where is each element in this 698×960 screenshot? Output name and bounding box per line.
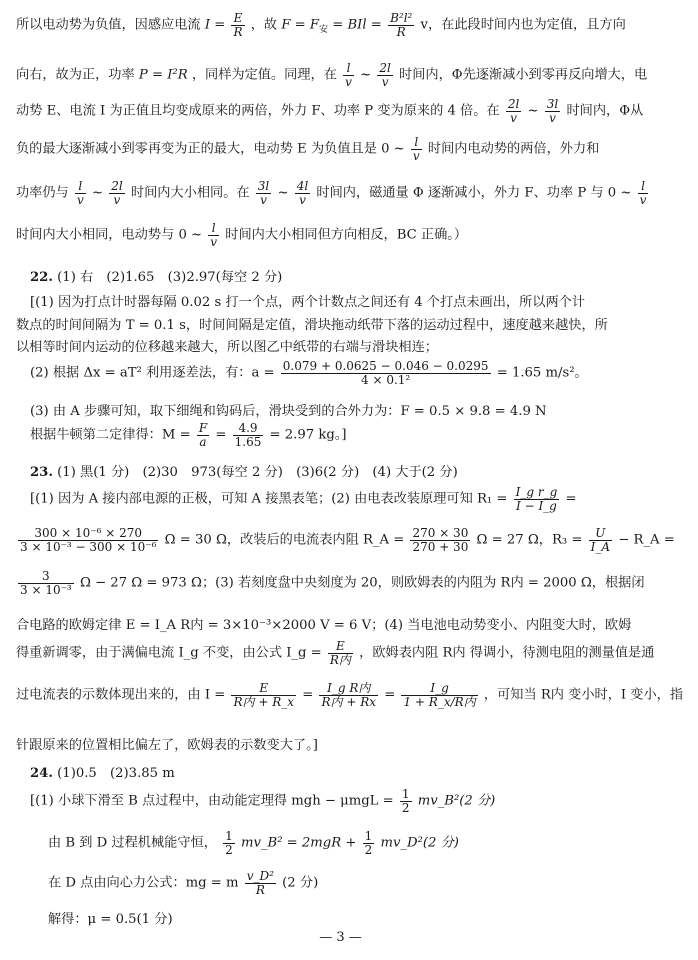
fraction: $\frac{\text{v\_D²}}{R}$ [246, 869, 274, 897]
fraction: $\frac{\text{I\_g r\_g}}{I - I\_g}$ [515, 485, 558, 513]
fraction: $\frac{4.9}{1.65}$ [234, 421, 262, 449]
fraction: $\frac{\text{I\_g R内}}{\text{R内 + Rx}}$ [321, 681, 377, 709]
fraction: $\frac{I\_g}{\text{1 + R\_x/R内}}$ [403, 681, 476, 709]
q23-explain-7: 针跟原来的位置相比偏左了，欧姆表的示数变大了。] [16, 738, 318, 753]
fraction: $\frac{3}{\text{3 × 10⁻³}}$ [20, 569, 72, 597]
page-number: — 3 — [319, 930, 362, 945]
q24-explain-4: 解得：μ = 0.5(1 分) [48, 912, 173, 927]
q23-explain-5: 得重新调零，由于满偏电流 I_g 不变，由公式 I_g = $\frac{E}{\text{R内}}$ ，欧姆表内阻 R内 得调小，待测电阻的测量值是通 [16, 639, 655, 667]
para-line-2: 向右，故为正，功率 P = I²R ，同样为定值。同理，在 $\frac{l}{v}$ ~ $\frac{2l}{v}$ 时间内，Φ先逐渐减小到零再反向增大，电 [16, 61, 648, 89]
q22-explain-3: 以相等时间内运动的位移越来越大，所以图乙中纸带的右端与滑块相连； [16, 340, 438, 355]
question-number: 23. [30, 465, 53, 480]
para-line-4: 负的最大逐渐减小到零再变为正的最大，电动势 E 为负值且是 0 ~ $\frac{l}{v}$ 时间内电动势的两倍，外力和 [16, 135, 600, 163]
q22-explain-4: (2) 根据 Δx = aT² 利用逐差法，有：a = $\frac{0.079 + 0.0625 - 0.046 - 0.0295}{\text{4 × 0.1²}}$ = 1.65 m/s²。 [30, 359, 588, 387]
fraction: $\frac{1}{2}$ [401, 787, 410, 815]
q23-explain-2: $\frac{\text{300 × 10⁻⁶ × 270}}{\text{3 × 10⁻³ − 300 × 10⁻⁶}}$ Ω = 30 Ω，改装后的电流表内阻 R_A = $\frac{270 \times 30}{270 + 30}$ Ω = 27 Ω，R₃ = $\frac{U}{I\_A}$ − R_A = [20, 526, 675, 554]
fraction: $\frac{\text{B²l²}}{R}$ [390, 11, 413, 39]
fraction: $\frac{E}{\text{R内}}$ [329, 639, 351, 667]
fraction: $\frac{4l}{v}$ [296, 179, 309, 207]
fraction: $\frac{2l}{v}$ [111, 179, 123, 207]
fraction: $\frac{U}{I\_A}$ [590, 526, 611, 554]
para-line-3: 动势 E、电流 I 为正值且均变成原来的两倍，外力 F、功率 P 变为原来的 4 倍。在 $\frac{2l}{v}$ ~ $\frac{3l}{v}$ 时间内，Φ从 [16, 97, 644, 125]
question-number: 22. [30, 270, 53, 285]
para-line-6: 时间内大小相同，电动势与 0 ~ $\frac{l}{v}$ 时间内大小相同但方向相反，BC 正确。） [16, 221, 468, 249]
q22-explain-2: 数点的时间间隔为 T = 0.1 s，时间间隔是定值，滑块拖动纸带下落的运动过程中，速度越来越快，所 [16, 318, 608, 333]
q23-answer: 23. (1) 黑(1 分) (2)30 973(每空 2 分) (3)6(2 分) (4) 大于(2 分) [30, 465, 458, 480]
fraction: $\frac{l}{v}$ [210, 221, 218, 249]
q22-explain-6: 根据牛顿第二定律得：M = $\frac{F}{a}$ = $\frac{4.9}{1.65}$ = 2.97 kg。] [30, 421, 347, 449]
q24-answer: 24. (1)0.5 (2)3.85 m [30, 766, 175, 781]
fraction: $\frac{F}{a}$ [198, 421, 208, 449]
fraction: $\frac{2l}{v}$ [379, 61, 391, 89]
fraction: $\frac{E}{\text{R内 + R\_x}}$ [233, 681, 295, 709]
q24-explain-3: 在 D 点由向心力公式：mg = m $\frac{\text{v\_D²}}{R}$ (2 分) [48, 869, 319, 897]
q23-explain-1: [(1) 因为 A 接内部电源的正极，可知 A 接黑表笔；(2) 由电表改装原理可知 R₁ = $\frac{\text{I\_g r\_g}}{I - I\_g}$ = [30, 485, 577, 513]
q22-answer: 22. (1) 右 (2)1.65 (3)2.97(每空 2 分) [30, 270, 283, 285]
fraction: $\frac{1}{2}$ [364, 829, 373, 857]
fraction: $\frac{l}{v}$ [639, 179, 647, 207]
fraction: $\frac{l}{v}$ [76, 179, 84, 207]
question-number: 24. [30, 766, 53, 781]
fraction: $\frac{3l}{v}$ [257, 179, 270, 207]
fraction: $\frac{E}{R}$ [233, 11, 243, 39]
fraction: $\frac{270 \times 30}{270 + 30}$ [412, 526, 469, 554]
q22-explain-1: [(1) 因为打点计时器每隔 0.02 s 打一个点，两个计数点之间还有 4 个打点未画出，所以两个计 [30, 295, 586, 310]
para-line-1: 所以电动势为负值，因感应电流 I = $\frac{E}{R}$ ，故 $F = F_安$ = BIl = $\frac{\text{B²l²}}{R}$ v，在此段时间内也为定值，且方向 [16, 11, 626, 39]
fraction: $\frac{3l}{v}$ [546, 97, 559, 125]
q23-explain-3: $\frac{3}{\text{3 × 10⁻³}}$ Ω − 27 Ω = 973 Ω；(3) 若刻度盘中央刻度为 20，则欧姆表的内阻为 R内 = 2000 Ω，根据闭 [20, 569, 645, 597]
fraction: $\frac{2l}{v}$ [507, 97, 520, 125]
q22-explain-5: (3) 由 A 步骤可知，取下细绳和钩码后，滑块受到的合外力为：F = 0.5 × 9.8 = 4.9 N [30, 404, 547, 419]
para-line-5: 功率仍与 $\frac{l}{v}$ ~ $\frac{2l}{v}$ 时间内大小相同。在 $\frac{3l}{v}$ ~ $\frac{4l}{v}$ 时间内，磁通量 Φ 逐渐减小，外力 F、功率 P 与 0 ~ $\frac{l}{v}$ [16, 179, 647, 207]
q24-explain-2: 由 B 到 D 过程机械能守恒， $\frac{1}{2}$ mv_B² = 2mgR + $\frac{1}{2}$ mv_D²(2 分) [48, 829, 459, 857]
fraction: $\frac{0.079 + 0.0625 - 0.046 - 0.0295}{\text{4 × 0.1²}}$ [282, 359, 489, 387]
q23-explain-6: 过电流表的示数体现出来的，由 I = $\frac{E}{\text{R内 + R\_x}}$ = $\frac{\text{I\_g R内}}{\text{R内 + Rx}}$ = $\frac{I\_g}{\text{1 + R\_x/R内}}$ ，可知当 R内 变小时，I 变小，指 [16, 681, 684, 709]
q24-explain-1: [(1) 小球下滑至 B 点过程中，由动能定理得 mgh − μmgL = $\frac{1}{2}$ mv_B²(2 分) [30, 787, 496, 815]
fraction: $\frac{1}{2}$ [225, 829, 233, 857]
fraction: $\frac{l}{v}$ [412, 135, 420, 163]
fraction: $\frac{l}{v}$ [345, 61, 352, 89]
fraction: $\frac{\text{300 × 10⁻⁶ × 270}}{\text{3 × 10⁻³ − 300 × 10⁻⁶}}$ [20, 526, 157, 554]
q23-explain-4: 合电路的欧姆定律 E = I_A R内 = 3×10⁻³×2000 V = 6 V；(4) 当电池电动势变小、内阻变大时，欧姆 [16, 618, 632, 633]
